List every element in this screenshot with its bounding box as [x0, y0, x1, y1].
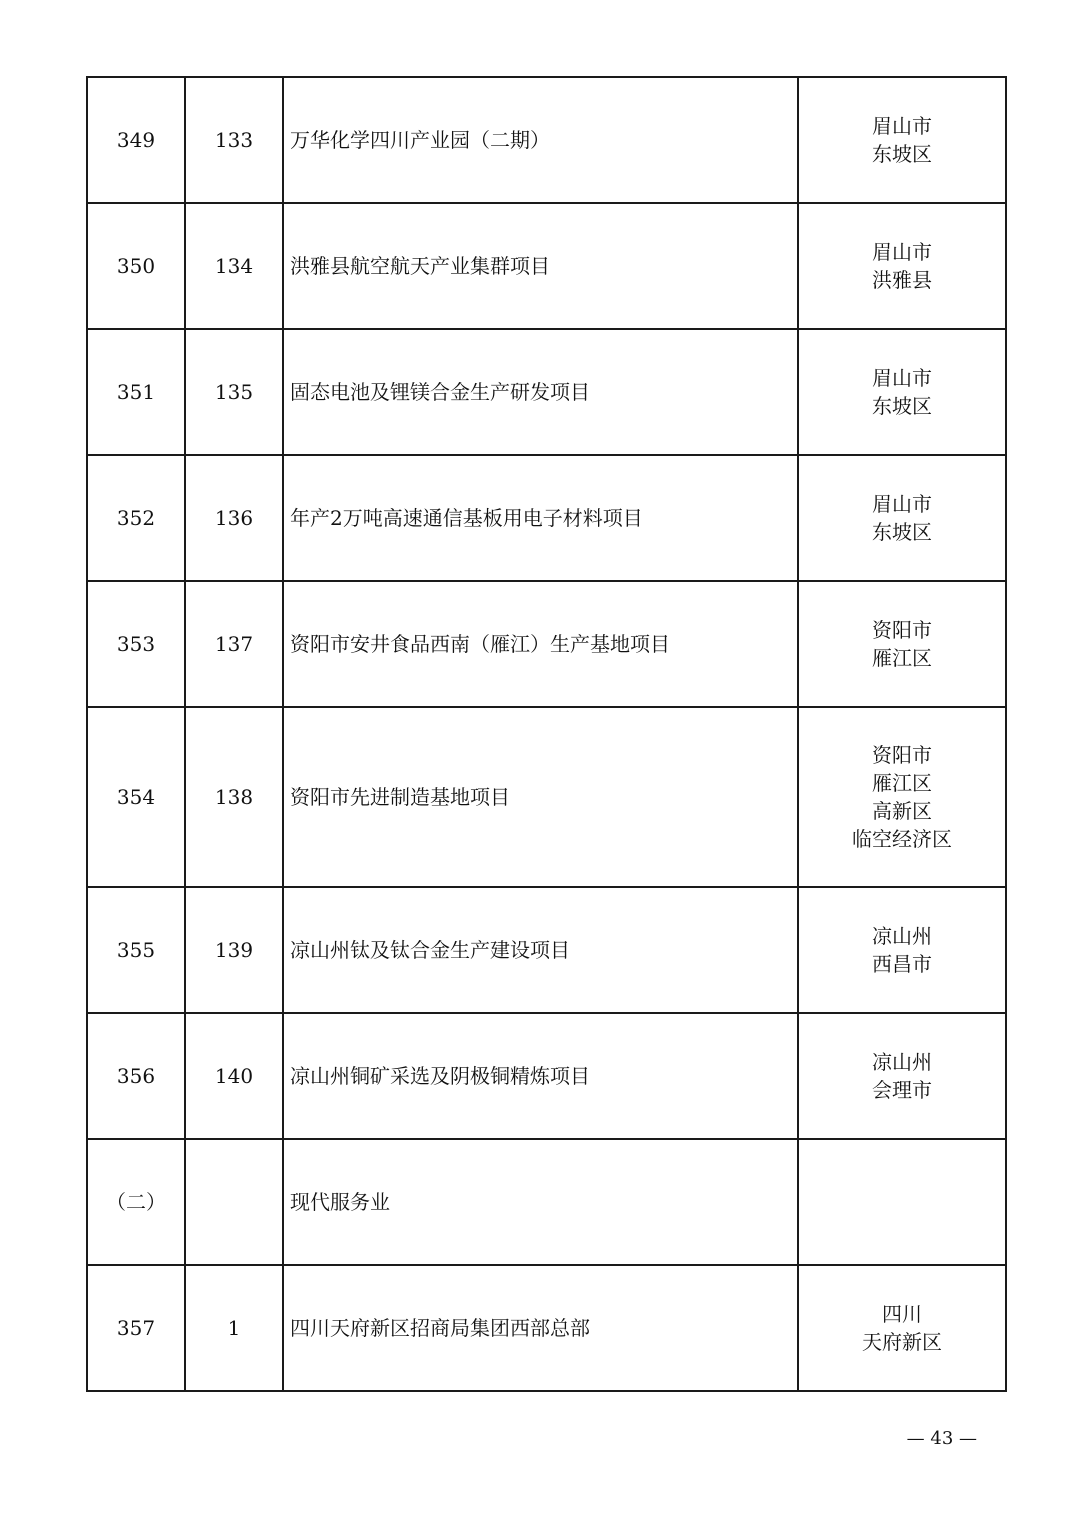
seq-cell: 355 — [87, 887, 185, 1013]
project-name-cell: 四川天府新区招商局集团西部总部 — [283, 1265, 798, 1391]
location-line: 眉山市 — [872, 114, 932, 138]
location-cell — [798, 1139, 1006, 1265]
project-name-cell: 凉山州铜矿采选及阴极铜精炼项目 — [283, 1013, 798, 1139]
seq-cell: 350 — [87, 203, 185, 329]
location-line: 洪雅县 — [872, 268, 932, 292]
table-row — [87, 77, 1006, 203]
table-row — [87, 329, 1006, 455]
sub-seq-cell: 133 — [185, 77, 283, 203]
location-line: 四川 — [882, 1302, 922, 1326]
sub-seq-cell: 137 — [185, 581, 283, 707]
table-row — [87, 707, 1006, 887]
location-line: 东坡区 — [872, 520, 932, 544]
location-cell — [798, 887, 1006, 1013]
seq-cell: 351 — [87, 329, 185, 455]
seq-cell: 353 — [87, 581, 185, 707]
project-table — [86, 76, 1007, 1392]
sub-seq-cell: 140 — [185, 1013, 283, 1139]
location-line: 会理市 — [872, 1078, 932, 1102]
sub-seq-cell: 1 — [185, 1265, 283, 1391]
location-line: 眉山市 — [872, 492, 932, 516]
sub-seq-cell: 135 — [185, 329, 283, 455]
seq-cell: 354 — [87, 707, 185, 887]
seq-cell: 357 — [87, 1265, 185, 1391]
location-line: 眉山市 — [872, 366, 932, 390]
table-row — [87, 1265, 1006, 1391]
location-cell — [798, 1013, 1006, 1139]
table-row — [87, 1013, 1006, 1139]
location-line: 西昌市 — [872, 952, 932, 976]
page-number: — 43 — — [906, 1428, 977, 1449]
location-line: 雁江区 — [872, 646, 932, 670]
location-cell — [798, 329, 1006, 455]
project-name-cell: 资阳市先进制造基地项目 — [283, 707, 798, 887]
location-line: 高新区 — [872, 799, 932, 823]
sub-seq-cell: 136 — [185, 455, 283, 581]
project-name-cell: 凉山州钛及钛合金生产建设项目 — [283, 887, 798, 1013]
location-line: 东坡区 — [872, 394, 932, 418]
location-cell — [798, 455, 1006, 581]
section-title-cell: 现代服务业 — [283, 1139, 798, 1265]
project-name-cell: 年产2万吨高速通信基板用电子材料项目 — [283, 455, 798, 581]
table-row — [87, 455, 1006, 581]
location-cell — [798, 1265, 1006, 1391]
location-line: 临空经济区 — [852, 827, 952, 851]
seq-cell: 349 — [87, 77, 185, 203]
location-cell — [798, 77, 1006, 203]
project-name-cell: 固态电池及锂镁合金生产研发项目 — [283, 329, 798, 455]
location-line: 雁江区 — [872, 771, 932, 795]
location-line: 资阳市 — [872, 743, 932, 767]
location-cell — [798, 203, 1006, 329]
location-line: 眉山市 — [872, 240, 932, 264]
project-name-cell: 资阳市安井食品西南（雁江）生产基地项目 — [283, 581, 798, 707]
table-row — [87, 581, 1006, 707]
section-number-cell: （二） — [87, 1139, 185, 1265]
sub-seq-cell: 138 — [185, 707, 283, 887]
project-name-cell: 万华化学四川产业园（二期） — [283, 77, 798, 203]
location-line: 凉山州 — [872, 1050, 932, 1074]
sub-seq-cell — [185, 1139, 283, 1265]
sub-seq-cell: 134 — [185, 203, 283, 329]
table-row — [87, 887, 1006, 1013]
location-line: 天府新区 — [862, 1330, 942, 1354]
section-header-row — [87, 1139, 1006, 1265]
project-name-cell: 洪雅县航空航天产业集群项目 — [283, 203, 798, 329]
seq-cell: 356 — [87, 1013, 185, 1139]
seq-cell: 352 — [87, 455, 185, 581]
location-line: 资阳市 — [872, 618, 932, 642]
location-line: 东坡区 — [872, 142, 932, 166]
location-cell — [798, 581, 1006, 707]
table-row — [87, 203, 1006, 329]
location-cell — [798, 707, 1006, 887]
sub-seq-cell: 139 — [185, 887, 283, 1013]
location-line: 凉山州 — [872, 924, 932, 948]
